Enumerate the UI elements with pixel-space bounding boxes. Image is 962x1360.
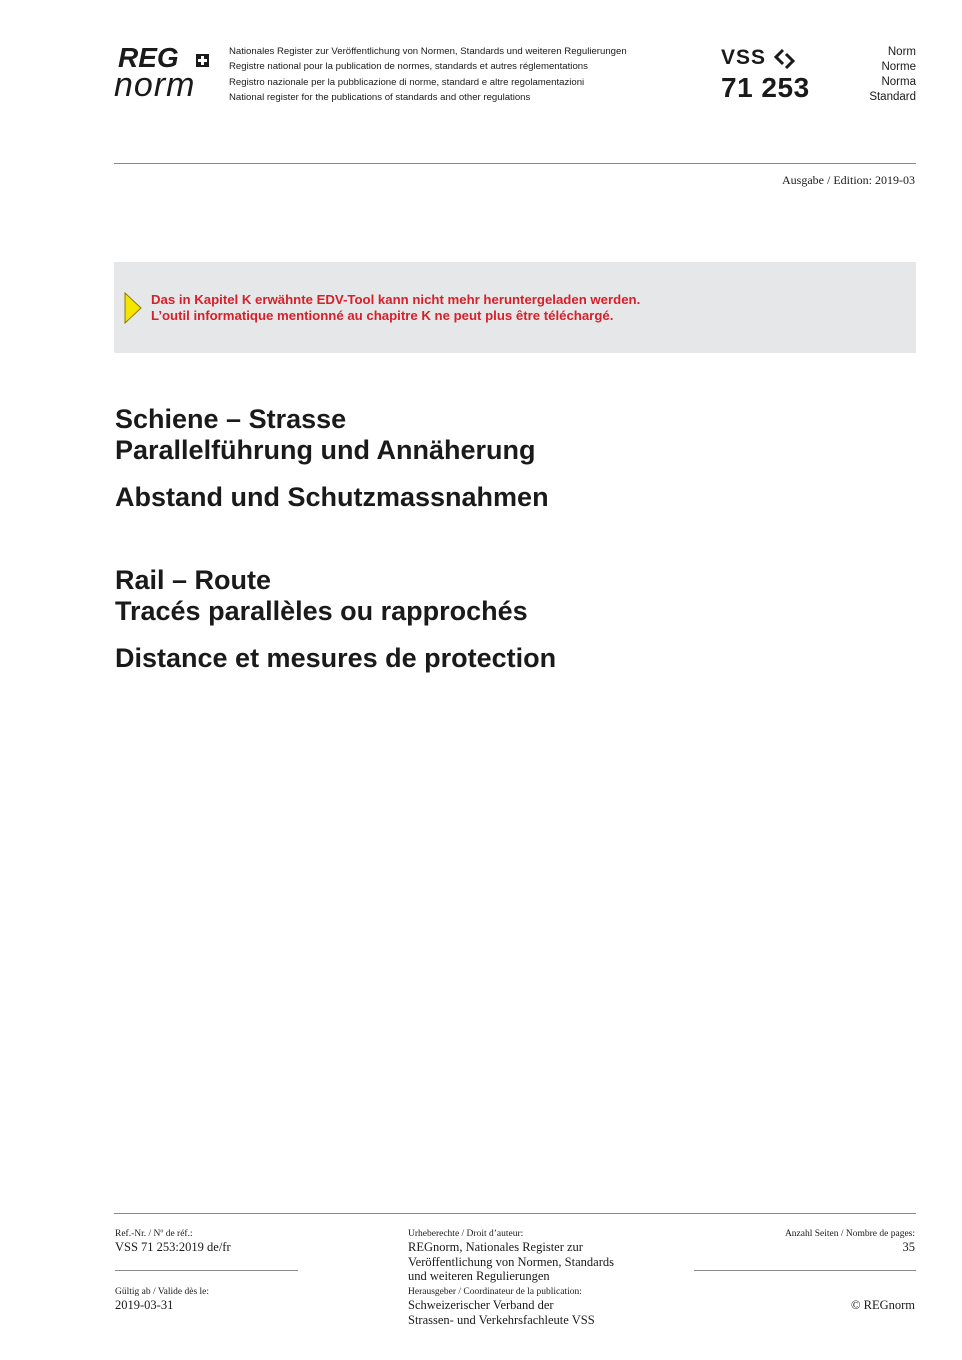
title-de-line1: Schiene – Strasse [115, 404, 347, 434]
ref-value: VSS 71 253:2019 de/fr [115, 1240, 231, 1254]
doctype-en: Standard [869, 91, 916, 103]
register-description [229, 44, 627, 105]
logo-reg-text: REG [118, 42, 179, 73]
copyright-line: Veröffentlichung von Normen, Standards [408, 1254, 614, 1269]
title-fr-line1: Rail – Route [115, 565, 272, 595]
title-fr-line2: Tracés parallèles ou rapprochés [115, 596, 528, 626]
title-french [115, 565, 528, 627]
subtitle-german: Abstand und Schutzmassnahmen [115, 482, 549, 512]
vss-wordmark: VSS [721, 46, 767, 69]
notice-text [151, 292, 640, 324]
ref-divider [115, 1270, 298, 1271]
swiss-cross-icon [196, 54, 209, 67]
pages-label: Anzahl Seiten / Nombre de pages: [784, 1229, 915, 1239]
vss-logo [721, 46, 831, 106]
document-type [869, 45, 916, 105]
doctype-it: Norma [881, 76, 916, 88]
publisher-label: Herausgeber / Coordinateur de la publication: [408, 1287, 582, 1297]
doctype-de: Norm [887, 46, 916, 58]
header-divider [114, 163, 916, 164]
title-de-line2: Parallelführung und Annäherung [115, 435, 536, 465]
pages-divider [694, 1270, 916, 1271]
footer-divider [114, 1213, 916, 1214]
title-german [115, 404, 536, 466]
notice-line-fr: L’outil informatique mentionné au chapitre K ne peut plus être téléchargé. [151, 308, 614, 323]
register-line-it: Registro nazionale per la pubblicazione di norme, standard e altre regolamentazioni [229, 76, 585, 88]
notice-line-de: Das in Kapitel K erwähnte EDV-Tool kann nicht mehr heruntergeladen werden. [151, 292, 641, 307]
publisher-name [408, 1298, 595, 1327]
regnorm-logo [114, 42, 214, 102]
doctype-fr: Norme [881, 61, 916, 73]
copyright-line: und weiteren Regulierungen [408, 1269, 550, 1283]
register-line-en: National register for the publications of standards and other regulations [229, 91, 531, 103]
valid-value: 2019-03-31 [115, 1298, 174, 1312]
copyright-line: REGnorm, Nationales Register zur [408, 1240, 583, 1254]
register-line-de: Nationales Register zur Veröffentlichung von Normen, Standards und weiteren Regulierungen [229, 46, 627, 57]
logo-norm-text: norm [114, 66, 196, 104]
copyright-holder [408, 1240, 614, 1284]
notice-box [114, 262, 916, 353]
ref-label: Ref.-Nr. / Nº de réf.: [115, 1229, 193, 1239]
register-line-fr: Registre national pour la publication de normes, standards et autres réglementations [229, 61, 588, 73]
edition-label: Ausgabe / Edition: 2019-03 [782, 173, 915, 187]
valid-label: Gültig ab / Valide dès le: [115, 1287, 210, 1297]
copyright-notice: © REGnorm [850, 1298, 915, 1312]
vss-arrows-icon [773, 48, 797, 70]
publisher-line: Strassen- und Verkehrsfachleute VSS [408, 1312, 595, 1327]
copyright-label: Urheberechte / Droit d’auteur: [408, 1229, 524, 1239]
pages-value: 35 [902, 1240, 915, 1254]
notice-marker-icon [124, 292, 142, 324]
publisher-line: Schweizerischer Verband der [408, 1298, 554, 1312]
subtitle-french: Distance et mesures de protection [115, 643, 557, 673]
standard-number: 71 253 [721, 72, 810, 103]
